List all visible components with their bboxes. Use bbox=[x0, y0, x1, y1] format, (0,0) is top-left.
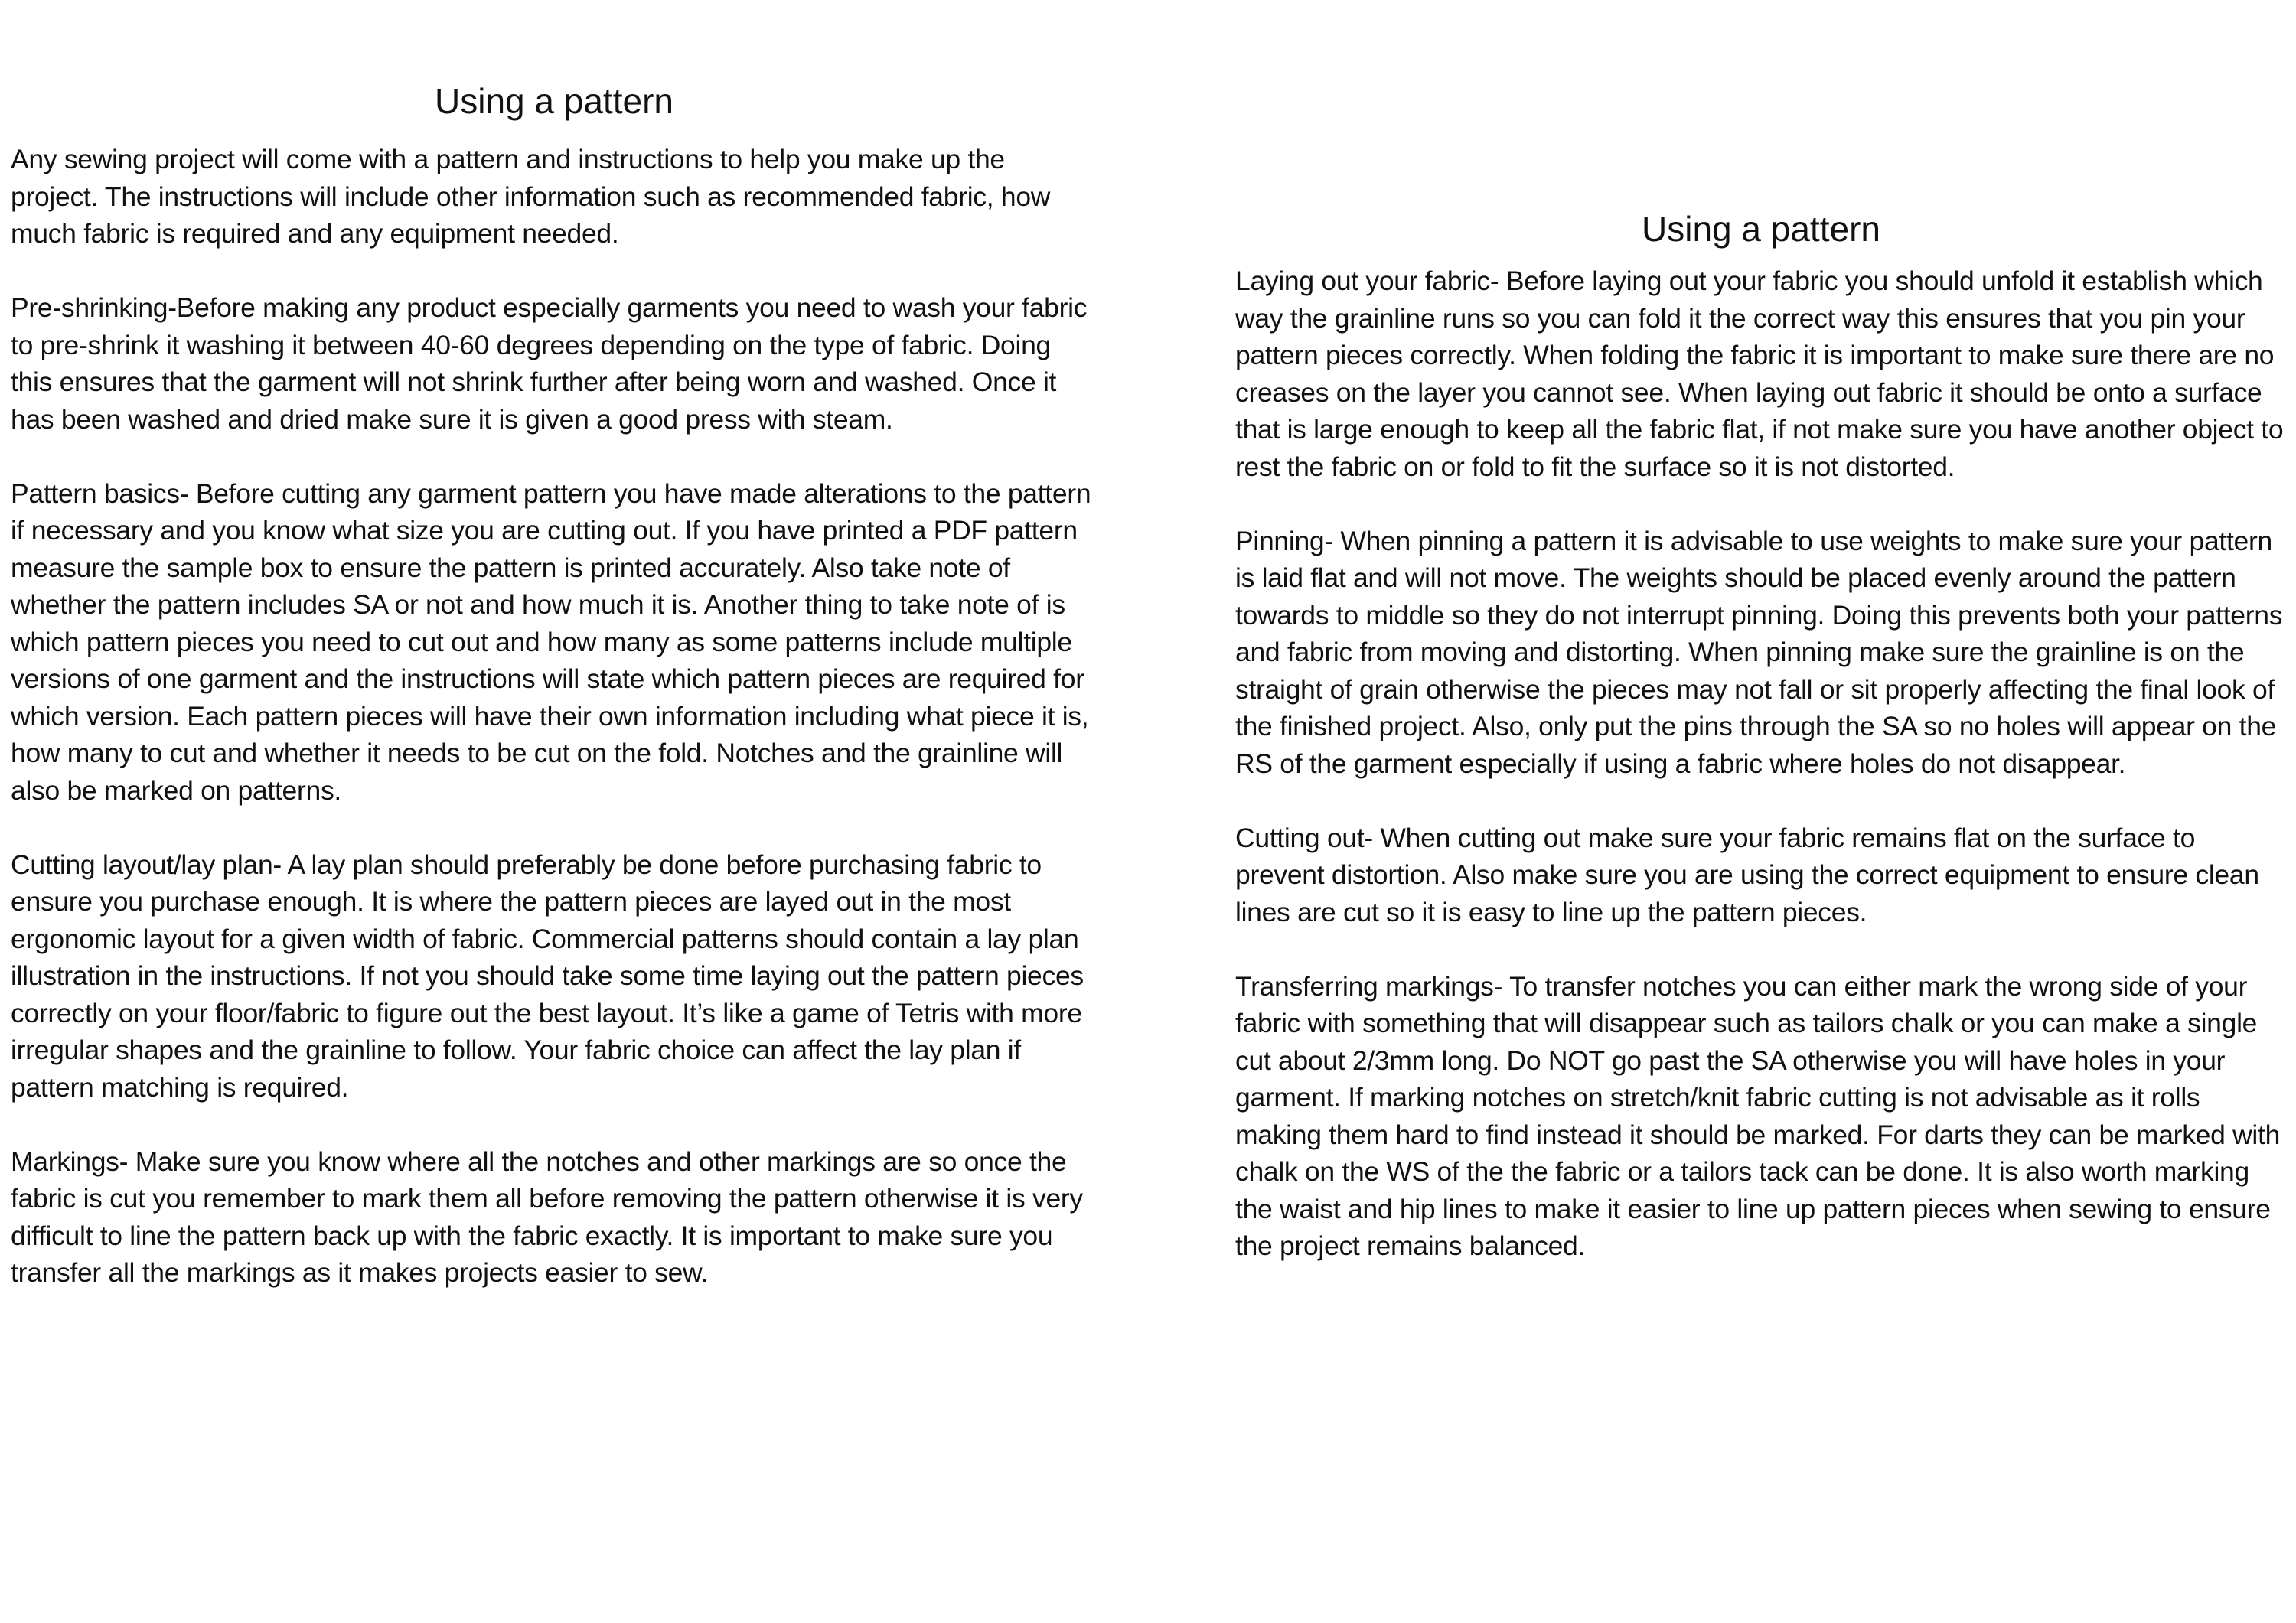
markings-paragraph: Markings- Make sure you know where all the notches and other markings are so once the fabric is cut you remember to mark them all before removing the pattern otherwise it is very difficult to line the pattern back up with the fabric exactly. It is important to make sure you transfer all the markings as it makes projects easier to sew. bbox=[11, 1146, 1083, 1288]
cutting-layout-paragraph: Cutting layout/lay plan- A lay plan should preferably be done before purchasing fabric to ensure you purchase enough. It is where the pattern pieces are layed out in the most ergonomic layout for a given width of fabric. Commercial patterns should contain a lay plan illustration in the instructions. If not you should take some time laying out the pattern pieces correctly on your floor/fabric to figure out the best layout. It’s like a game of Tetris with more irregular shapes and the grainline to follow. Your fabric choice can affect the lay plan if pattern matching is required. bbox=[11, 849, 1084, 1103]
cutting-out-paragraph: Cutting out- When cutting out make sure your fabric remains flat on the surface to prevent distortion. Also make sure you are using the correct equipment to ensure clean lines are cut so it is easy to line up the pattern pieces. bbox=[1235, 822, 2259, 927]
left-page-title: Using a pattern bbox=[435, 81, 673, 121]
pinning-paragraph: Pinning- When pinning a pattern it is advisable to use weights to make sure your pattern is laid flat and will not move. The weights should be placed evenly around the pattern towards to middle so they do not interrupt pinning. Doing this prevents both your patterns and fabric from moving and distorting. When pinning make sure the grainline is on the straight of grain otherwise the pieces may not fall or sit properly affecting the final look of the finished project. Also, only put the pins through the SA so no holes will appear on the RS of the garment especially if using a fabric where holes do not disappear. bbox=[1235, 525, 2283, 779]
right-page bbox=[1235, 201, 2287, 1302]
left-page bbox=[11, 73, 1097, 1328]
pre-shrinking-paragraph: Pre-shrinking-Before making any product especially garments you need to wash your fabric to pre-shrink it washing it between 40-60 degrees depending on the type of fabric. Doing this ensures that the garment will not shrink further after being worn and washed. Once it has been washed and dried make sure it is given a good press with steam. bbox=[11, 292, 1088, 435]
intro-paragraph: Any sewing project will come with a pattern and instructions to help you make up the project. The instructions will include other information such as recommended fabric, how much fabric is required and any equipment needed. bbox=[11, 144, 1051, 249]
right-page-title: Using a pattern bbox=[1642, 209, 1880, 249]
laying-out-fabric-paragraph: Laying out your fabric- Before laying out your fabric you should unfold it establish which way the grainline runs so you can fold it the correct way this ensures that you pin your pattern pieces correctly. When folding the fabric it is important to make sure there are no creases on the layer you cannot see. When laying out fabric it should be onto a surface that is large enough to keep all the fabric flat, if not make sure you have another object to rest the fabric on or fold to fit the surface so it is not distorted. bbox=[1235, 266, 2284, 482]
pattern-basics-paragraph: Pattern basics- Before cutting any garment pattern you have made alterations to the pattern if necessary and you know what size you are cutting out. If you have printed a PDF pattern measure the sample box to ensure the pattern is printed accurately. Also take note of whether the pattern includes SA or not and how much it is. Another thing to take note of is which pattern pieces you need to cut out and how many as some patterns include multiple versions of one garment and the instructions will state which pattern pieces are required for which version. Each pattern pieces will have their own information including what piece it is, how many to cut and whether it needs to be cut on the fold. Notches and the grainline will also be marked on patterns. bbox=[11, 477, 1091, 806]
transferring-markings-paragraph: Transferring markings- To transfer notches you can either mark the wrong side of your fabric with something that will disappear such as tailors chalk or you can make a single cut about 2/3mm long. Do NOT go past the SA otherwise you will have holes in your garment. If marking notches on stretch/knit fabric cutting is not advisable as it rolls making them hard to find instead it should be marked. For darts they can be marked with chalk on the WS of the the fabric or a tailors tack can be done. It is also worth marking the waist and hip lines to make it easier to line up pattern pieces when sewing to ensure the project remains balanced. bbox=[1235, 970, 2281, 1261]
